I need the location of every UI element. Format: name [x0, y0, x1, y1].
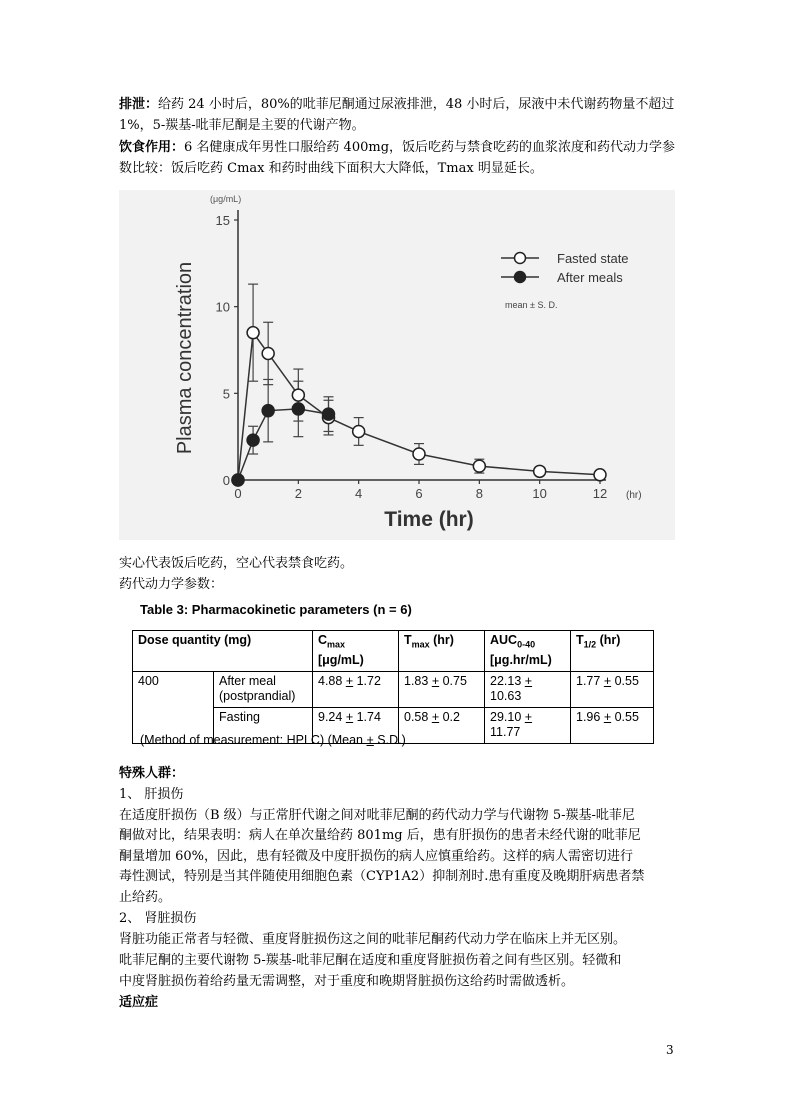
- x-axis-title: Time (hr): [384, 508, 474, 531]
- data-point: [413, 448, 425, 460]
- x-tick-label: 10: [532, 486, 547, 501]
- x-tick-label: 8: [475, 486, 483, 501]
- data-point: [262, 347, 274, 359]
- x-unit-label: (hr): [626, 490, 642, 501]
- food-effect-paragraph: [119, 137, 679, 179]
- liver-line: 止给药。: [119, 890, 172, 905]
- tmax-cell: 0.58 + 0.2: [399, 707, 485, 743]
- figure-caption: 实心代表饭后吃药，空心代表禁食吃药。: [119, 556, 354, 571]
- liver-line: 在适度肝损伤（B 级）与正常肝代谢之间对吡菲尼酮的药代动力学与代谢物 5-羰基-吡菲尼: [119, 808, 635, 823]
- kidney-title: 2、 肾脏损伤: [119, 911, 197, 926]
- liver-line: 酮做对比，结果表明：病人在单次量给药 801mg 后，患有肝损伤的患者未经代谢的吡菲尼: [119, 828, 641, 843]
- x-tick-label: 2: [294, 486, 302, 501]
- liver-title: 1、 肝损伤: [119, 787, 184, 802]
- data-point: [232, 474, 244, 486]
- y-tick-label: 5: [222, 386, 230, 402]
- data-point: [473, 460, 485, 472]
- page-number: 3: [666, 1043, 674, 1057]
- data-point: [292, 389, 304, 401]
- x-tick-label: 4: [355, 486, 363, 501]
- header-tmax: $T_{max}$ (hr): [399, 631, 485, 672]
- cmax-cell: 4.88 + 1.72: [313, 671, 399, 707]
- y-axis-title: Plasma concentration: [174, 261, 196, 455]
- pk-table: [132, 630, 654, 744]
- data-point: [534, 465, 546, 477]
- food-effect-text: 6 名健康成年男性口服给药 400mg，饭后吃药与禁食吃药的血浆浓度和药代动力学参数比较：饭后吃药 Cmax 和药时曲线下面积大大降低，Tmax 明显延长。: [119, 140, 676, 176]
- data-point: [262, 405, 274, 417]
- kidney-line: 肾脏功能正常者与轻微、重度肾脏损伤这之间的吡菲尼酮药代动力学在临床上并无区别。: [119, 932, 627, 947]
- table-header-row: [133, 631, 654, 672]
- x-tick-label: 6: [415, 486, 423, 501]
- header-auc: $AUC_{0-40}$ [μg.hr/mL): [485, 631, 571, 672]
- legend-label: After meals: [557, 270, 623, 285]
- pk-table-wrapper: [132, 630, 654, 744]
- legend-note: mean ± S. D.: [505, 300, 558, 310]
- legend-marker: [515, 272, 526, 283]
- liver-line: 酮量增加 60%，因此，患有轻微及中度肝损伤的病人应慎重给药。这样的病人需密切进行: [119, 849, 634, 864]
- dose-cell: 400: [133, 671, 214, 743]
- y-tick-label: 0: [222, 473, 230, 488]
- auc-cell: 29.10 + 11.77: [485, 707, 571, 743]
- header-cmax: $C_{max}$ [μg/mL): [313, 631, 399, 672]
- data-point: [247, 327, 259, 339]
- condition-cell: After meal (postprandial): [214, 671, 313, 707]
- legend-marker: [515, 253, 526, 264]
- auc-cell: 22.13 + 10.63: [485, 671, 571, 707]
- excretion-label: 排泄：: [119, 97, 159, 112]
- tmax-cell: 1.83 + 0.75: [399, 671, 485, 707]
- data-point: [247, 434, 259, 446]
- food-effect-label: 饮食作用：: [119, 140, 185, 155]
- y-unit-label: (μg/mL): [210, 194, 242, 204]
- header-dose: Dose quantity (mg): [133, 631, 313, 672]
- table-note: (Method of measurement: HPLC) (Mean + S.D.): [140, 733, 406, 747]
- table-caption: Table 3: Pharmacokinetic parameters (n = 6): [140, 602, 412, 617]
- thalf-cell: 1.77 + 0.55: [571, 671, 654, 707]
- y-tick-label: 15: [215, 213, 230, 228]
- kidney-line: 吡菲尼酮的主要代谢物 5-羰基-吡菲尼酮在适度和重度肾脏损伤着之间有些区别。轻微和: [119, 953, 622, 968]
- table-row: [133, 671, 654, 707]
- x-tick-label: 0: [234, 486, 242, 501]
- kidney-line: 中度肾脏损伤着给药量无需调整，对于重度和晚期肾脏损伤这给药时需做透析。: [119, 974, 575, 989]
- excretion-text: 给药 24 小时后，80%的吡菲尼酮通过尿液排泄，48 小时后，尿液中未代谢药物量不超过 1%，5-羰基-吡菲尼酮是主要的代谢产物。: [119, 97, 675, 133]
- data-point: [353, 425, 365, 437]
- legend-label: Fasted state: [557, 251, 629, 266]
- pk-intro: 药代动力学参数：: [119, 577, 224, 592]
- data-point: [594, 469, 606, 481]
- header-thalf: $T_{1/2}$ (hr): [571, 631, 654, 672]
- condition-cell: Fasting: [214, 707, 313, 743]
- cmax-cell: 9.24 + 1.74: [313, 707, 399, 743]
- plasma-concentration-chart: [119, 190, 675, 540]
- data-point: [323, 408, 335, 420]
- liver-line: 毒性测试，特别是当其伴随使用细胞色素（CYP1A2）抑制剂时.患有重度及晚期肝病患者禁: [119, 869, 645, 884]
- special-heading: 特殊人群：: [119, 766, 185, 781]
- x-tick-label: 12: [592, 486, 608, 501]
- data-point: [292, 403, 304, 415]
- thalf-cell: 1.96 + 0.55: [571, 707, 654, 743]
- indications-heading: 适应症: [119, 995, 159, 1010]
- y-tick-label: 10: [215, 299, 230, 315]
- chart-svg: [119, 190, 675, 540]
- excretion-paragraph: [119, 94, 679, 136]
